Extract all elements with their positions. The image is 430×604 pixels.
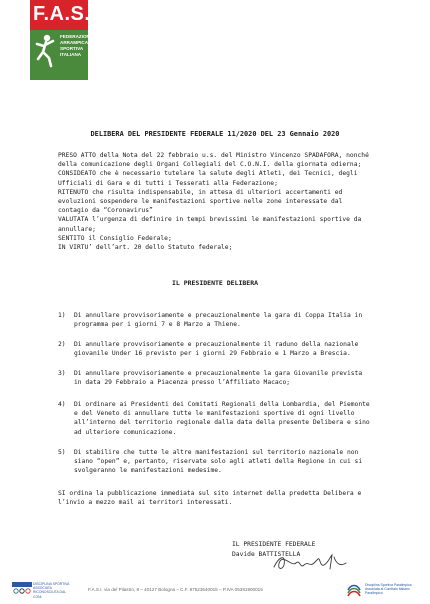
preamble-line: della comunicazione degli Organi Collegiali del C.O.N.I. della giornata odierna;: [58, 161, 362, 169]
cip-label: Disciplina Sportiva Paralimpica Associata al Comitato Italiano Paralimpico: [365, 583, 412, 596]
item-line: in data 29 Febbraio a Piacenza presso l’Affiliato Macaco;: [74, 379, 291, 387]
signature-role: IL PRESIDENTE FEDERALE: [232, 541, 316, 548]
item-line: e del Veneto di annullare tutte le manifestazioni sportive di ogni livello: [74, 410, 355, 418]
item-line: programma per i giorni 7 e 8 Marzo a Thiene.: [74, 321, 241, 329]
coni-label: DISCIPLINA SPORTIVA ASSOCIATA RICONOSCIUTA DAL CONI: [33, 582, 70, 599]
document-title: DELIBERA DEL PRESIDENTE FEDERALE 11/2020 DEL 23 Gennaio 2020: [90, 130, 340, 138]
preamble-line: PRESO ATTO della Nota del 22 febbraio u.s. del Ministro Vincenzo SPADAFORA, nonché: [58, 152, 369, 159]
item-line: all’interno del territorio regionale dalla data della presente Delibera e sino: [74, 419, 370, 427]
preamble-line: Ufficiali di Gara e di tutti i Tesserati alla Federazione;: [58, 179, 278, 187]
cip-logo-icon: [345, 581, 363, 599]
coni-logo-icon: [12, 582, 32, 596]
preamble-line: annullare;: [58, 225, 96, 233]
item-line: giovanile Under 16 previsto per i giorni 29 Febbraio e 1 Marzo a Brescia.: [74, 350, 351, 358]
preamble-line: RITENUTO che risulta indispensabile, in attesa di ulteriori accertamenti ed: [58, 188, 343, 196]
logo-line: ARRAMPICATA: [60, 40, 94, 45]
item-line: Di stabilire che tutte le altre manifestazioni sul territorio nazionale non: [74, 449, 359, 456]
preamble-line: contagio da “Coronavirus”: [58, 207, 153, 215]
item-line: Di annullare provvisoriamente e precauzionalmente la gara di Coppa Italia in: [74, 312, 363, 319]
preamble-line: SENTITO il Consiglio Federale;: [58, 234, 172, 242]
footer-address: F.A.S.I. via del Pilastro, 8 – 40127 Bologna – C.F. 97523640015 – P.IVA 05391900015: [88, 587, 263, 592]
logo-line: ITALIANA: [60, 52, 82, 57]
fasi-logo: [30, 0, 103, 80]
preamble-line: evoluzioni sospendere le manifestazioni sportive nelle zone interessate dal: [58, 198, 343, 206]
item-number: 4): [58, 401, 66, 408]
climber-icon: [33, 33, 59, 71]
item-line: siano “open” e, pertanto, riservate solo agli atleti della Regione in cui si: [74, 458, 363, 466]
item-number: 1): [58, 312, 66, 319]
item-number: 5): [58, 449, 66, 456]
item-number: 2): [58, 341, 66, 348]
closing-line: l’invio a mezzo mail ai territori interessati.: [58, 499, 233, 507]
logo-wordmark: F.A.S.I.: [33, 3, 103, 25]
preamble-line: IN VIRTU’ dell’art. 20 dello Statuto federale;: [58, 244, 233, 252]
item-number: 3): [58, 370, 66, 377]
preamble-line: VALUTATA l’urgenza di definire in tempi brevissimi le manifestazioni sportive da: [58, 216, 362, 224]
item-line: Di ordinare ai Presidenti dei Comitati Regionali della Lombardia, del Piemonte: [74, 401, 370, 408]
logo-federation-name: [60, 34, 94, 58]
item-line: svolgeranno le manifestazioni medesime.: [74, 467, 222, 475]
item-line: Di annullare provvisoriamente e precauzionalmente la gara Giovanile prevista: [74, 370, 363, 377]
signature-name: Davide BATTISTELLA: [232, 551, 301, 558]
preamble: [58, 151, 376, 252]
preamble-line: CONSIDEATO che è necessario tutelare la salute degli Atleti, dei Tecnici, degli: [58, 170, 358, 178]
handwritten-signature: [270, 551, 350, 573]
closing-paragraph: [58, 489, 376, 507]
item-line: ad ulteriore comunicazione.: [74, 428, 177, 436]
item-line: Di annullare provvisoriamente e precauzionalmente il raduno della nazionale: [74, 341, 359, 348]
closing-line: SI ordina la pubblicazione immediata sul sito internet della predetta Delibera e: [58, 490, 362, 497]
page-footer: [0, 578, 430, 604]
deliberation-heading: IL PRESIDENTE DELIBERA: [171, 279, 259, 287]
logo-line: SPORTIVA: [60, 46, 84, 51]
logo-line: FEDERAZIONE: [60, 34, 93, 39]
